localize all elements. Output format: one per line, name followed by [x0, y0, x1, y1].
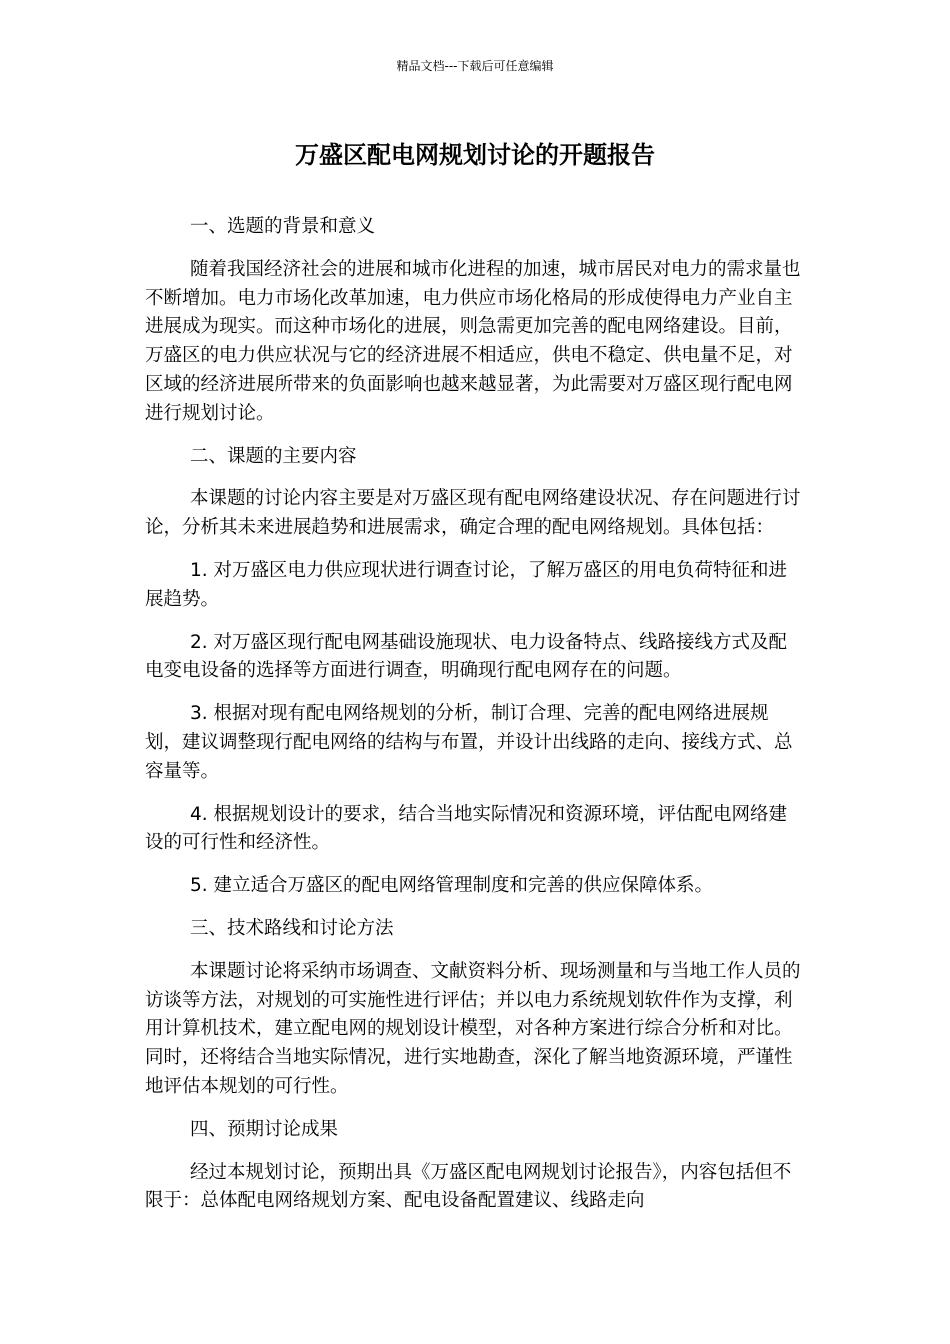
section-expected-results [145, 1116, 805, 1216]
body-paragraph: 本课题的讨论内容主要是对万盛区现有配电网络建设状况、存在问题进行讨论，分析其未来进展趋势和进展需求，确定合理的配电网络规划。具体包括： [145, 488, 801, 539]
section-heading: 三、技术路线和讨论方法 [190, 917, 394, 939]
list-item: 1. 对万盛区电力供应现状进行调查讨论，了解万盛区的用电负荷特征和进展趋势。 [145, 559, 788, 610]
section-heading: 二、课题的主要内容 [190, 445, 357, 467]
page-header-note: 精品文档---下载后可任意编辑 [396, 59, 554, 73]
body-paragraph: 经过本规划讨论，预期出具《万盛区配电网规划讨论报告》，内容包括但不限于：总体配电网络规划方案、配电设备配置建议、线路走向 [145, 1161, 792, 1212]
document-title: 万盛区配电网规划讨论的开题报告 [295, 141, 655, 169]
section-heading: 一、选题的背景和意义 [190, 216, 376, 237]
list-item: 4. 根据规划设计的要求，结合当地实际情况和资源环境，评估配电网络建设的可行性和经济性。 [145, 803, 788, 854]
section-main-content [145, 443, 805, 901]
section-heading: 四、预期讨论成果 [190, 1118, 339, 1140]
list-item: 5. 建立适合万盛区的配电网络管理制度和完善的供应保障体系。 [190, 875, 714, 897]
body-paragraph: 本课题讨论将采纳市场调查、文献资料分析、现场测量和与当地工作人员的访谈等方法，对规划的可实施性进行评估；并以电力系统规划软件作为支撑，利用计算机技术，建立配电网的规划设计模型，对各种方案进行综合分析和对比。同时，还将结合当地实际情况，进行实地勘查，深化了解当地资源环境，严谨性地评估本规划的可行性。 [145, 960, 801, 1097]
list-item: 3. 根据对现有配电网络规划的分析，制订合理、完善的配电网络进展规划，建议调整现行配电网络的结构与布置，并设计出线路的走向、接线方式、总容量等。 [145, 703, 793, 782]
list-item: 2. 对万盛区现行配电网基础设施现状、电力设备特点、线路接线方式及配电变电设备的选择等方面进行调查，明确现行配电网存在的问题。 [145, 631, 788, 682]
section-methods [145, 915, 805, 1102]
section-background [145, 213, 805, 429]
body-paragraph: 随着我国经济社会的进展和城市化进程的加速，城市居民对电力的需求量也不断增加。电力市场化改革加速，电力供应市场化格局的形成使得电力产业自主进展成为现实。而这种市场化的进展，则急需更加完善的配电网络建设。目前，万盛区的电力供应状况与它的经济进展不相适应，供电不稳定、供电量不足，对区域的经济进展所带来的负面影响也越来越显著，为此需要对万盛区现行配电网进行规划讨论。 [145, 258, 801, 424]
document-body [145, 213, 805, 1230]
